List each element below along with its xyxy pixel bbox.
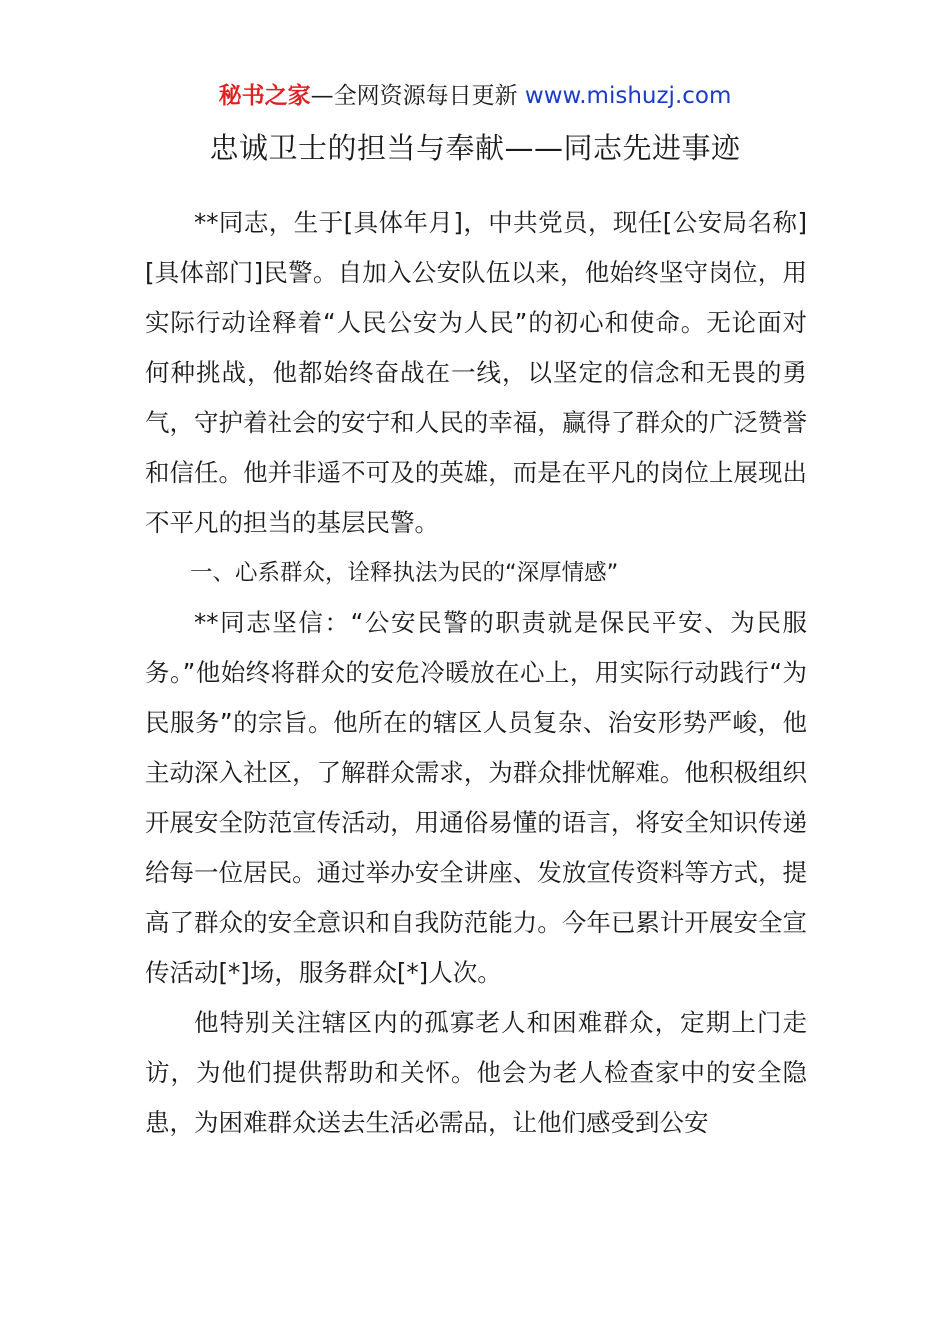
document-body — [145, 198, 807, 1148]
brand-name: 秘书之家 — [218, 83, 311, 109]
section-1-paragraph-2: 他特别关注辖区内的孤寡老人和困难群众，定期上门走访，为他们提供帮助和关怀。他会为老人检查家中的安全隐患，为困难群众送去生活必需品，让他们感受到公安 — [145, 1008, 807, 1137]
section-heading-1: 一、心系群众，诠释执法为民的“深厚情感” — [190, 560, 619, 586]
site-tagline: —全网资源每日更新 — [310, 83, 525, 109]
site-url-link[interactable]: www.mishuzj.com — [524, 83, 732, 109]
intro-paragraph: **同志，生于[具体年月]，中共党员，现任[公安局名称][具体部门]民警。自加入公安队伍以来，他始终坚守岗位，用实际行动诠释着“人民公安为人民”的初心和使命。无论面对何种挑战，他都始终奋战在一线，以坚定的信念和无畏的勇气，守护着社会的安宁和人民的幸福，赢得了群众的广泛赞誉和信任。他并非遥不可及的英雄，而是在平凡的岗位上展现出不平凡的担当的基层民警。 — [145, 208, 807, 537]
site-header — [0, 80, 950, 112]
document-title: 忠诚卫士的担当与奉献——同志先进事迹 — [209, 131, 741, 165]
section-1-paragraph-1: **同志坚信：“公安民警的职责就是保民平安、为民服务。”他始终将群众的安危冷暖放在心上，用实际行动践行“为民服务”的宗旨。他所在的辖区人员复杂、治安形势严峻，他主动深入社区，了解群众需求，为群众排忧解难。他积极组织开展安全防范宣传活动，用通俗易懂的语言，将安全知识传递给每一位居民。通过举办安全讲座、发放宣传资料等方式，提高了群众的安全意识和自我防范能力。今年已累计开展安全宣传活动[*]场，服务群众[*]人次。 — [145, 608, 807, 987]
